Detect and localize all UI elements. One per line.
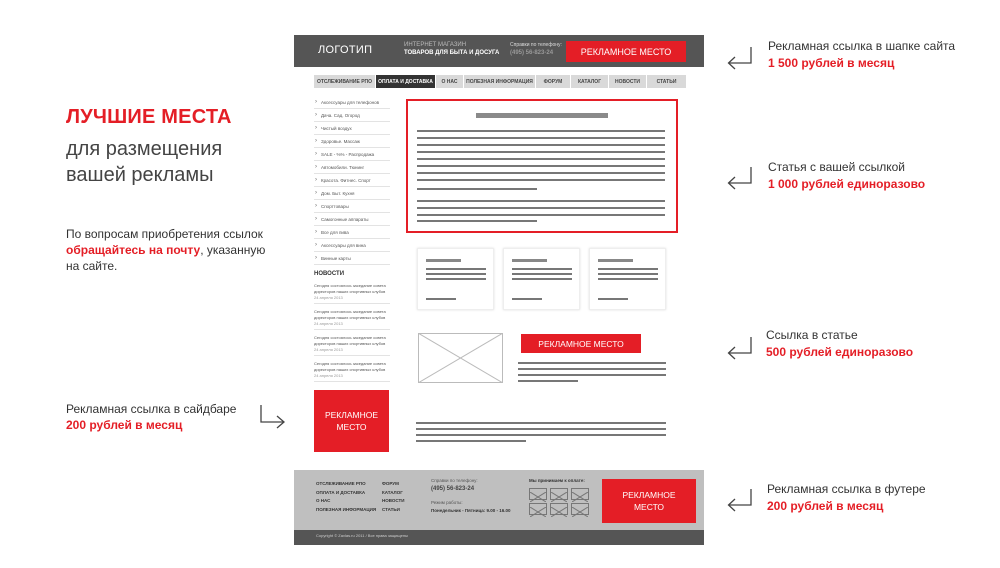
card-title-placeholder xyxy=(598,259,633,262)
footer-pay-label: Мы принимаем к оплате: xyxy=(529,478,585,483)
text-line xyxy=(417,137,665,139)
chevron-right-icon: › xyxy=(315,242,317,248)
image-placeholder-icon xyxy=(418,333,503,383)
text-line xyxy=(417,188,537,190)
nav-item[interactable]: СТАТЬИ xyxy=(656,78,677,85)
news-title: НОВОСТИ xyxy=(314,271,345,277)
arrow-right-icon xyxy=(259,404,287,430)
text-line xyxy=(417,158,665,160)
arrow-left-icon xyxy=(727,488,751,510)
annotation-header-label: Рекламная ссылка в шапке сайта xyxy=(768,39,956,53)
nav-item[interactable]: ПОЛЕЗНАЯ ИНФОРМАЦИЯ xyxy=(464,75,536,88)
category-label: Винные карты xyxy=(321,255,351,261)
category-item[interactable] xyxy=(314,96,390,109)
annotation-article xyxy=(768,160,925,191)
chevron-right-icon: › xyxy=(315,177,317,183)
text-line xyxy=(426,273,486,275)
footer-contacts xyxy=(431,478,511,513)
text-line xyxy=(417,165,665,167)
contact-info-text: По вопросам приобретения ссылок xyxy=(66,227,263,241)
text-line xyxy=(416,434,666,436)
payment-icon xyxy=(550,488,568,500)
nav-item[interactable]: КАТАЛОГ xyxy=(571,75,609,88)
text-line xyxy=(512,278,572,280)
footer-link[interactable]: СТАТЬИ xyxy=(382,506,400,512)
mockup-phone: (495) 56-823-24 xyxy=(510,50,554,56)
text-line xyxy=(417,207,665,209)
category-label: Спорттовары xyxy=(321,203,349,209)
news-text: Сегодня состоялось заседание совета директоров наших спортивных клубов xyxy=(314,309,386,320)
chevron-right-icon: › xyxy=(315,151,317,157)
annotation-link xyxy=(766,328,913,359)
mockup-shop-line-2: ТОВАРОВ ДЛЯ БЫТА И ДОСУГА xyxy=(404,50,500,56)
category-label: Все для пива xyxy=(321,229,349,235)
article-title-placeholder xyxy=(476,113,608,118)
text-line xyxy=(518,380,578,382)
news-date: 24 апреля 2013 xyxy=(314,295,343,300)
text-line xyxy=(512,273,572,275)
ad-slot-sidebar-line-1: РЕКЛАМНОЕ xyxy=(324,410,379,420)
category-label: SALE - %% - Распродажа xyxy=(321,151,375,157)
ad-slot-sidebar[interactable] xyxy=(314,390,389,452)
mockup-shop-line-1: ИНТЕРНЕТ МАГАЗИН xyxy=(404,42,467,48)
nav-item[interactable]: НОВОСТИ xyxy=(609,75,647,88)
annotation-article-label: Статья с вашей ссылкой xyxy=(768,160,905,174)
payment-icon xyxy=(529,488,547,500)
news-item[interactable] xyxy=(314,283,390,304)
contact-info xyxy=(66,226,266,274)
category-item[interactable] xyxy=(314,252,390,265)
footer-phone: (495) 56-823-24 xyxy=(431,486,475,492)
category-label: Автомобили. Тюнинг xyxy=(321,164,365,170)
category-item[interactable] xyxy=(314,200,390,213)
ad-slot-header[interactable]: РЕКЛАМНОЕ МЕСТО xyxy=(566,41,686,62)
news-text: Сегодня состоялось заседание совета директоров наших спортивных клубов xyxy=(314,361,386,372)
text-line xyxy=(518,374,666,376)
preview-card[interactable] xyxy=(503,248,580,310)
category-item[interactable] xyxy=(314,135,390,148)
nav-item[interactable]: ФОРУМ xyxy=(536,75,571,88)
news-item[interactable] xyxy=(314,335,390,356)
arrow-left-icon xyxy=(727,46,751,68)
text-line xyxy=(417,214,665,216)
nav-item[interactable]: О НАС xyxy=(436,75,464,88)
category-item[interactable] xyxy=(314,213,390,226)
category-label: Аксессуары для вина xyxy=(321,242,366,248)
annotation-article-price: 1 000 рублей единоразово xyxy=(768,177,926,191)
headline: ЛУЧШИЕ МЕСТА xyxy=(66,106,232,128)
footer-link[interactable]: ОПЛАТА И ДОСТАВКА xyxy=(316,489,366,495)
footer-phone-label: Справки по телефону: xyxy=(431,478,478,483)
category-item[interactable] xyxy=(314,174,390,187)
preview-card[interactable] xyxy=(417,248,494,310)
news-text: Сегодня состоялось заседание совета директоров наших спортивных клубов xyxy=(314,335,386,346)
footer-links-col-1 xyxy=(316,480,376,514)
payment-icon xyxy=(529,503,547,515)
news-date: 24 апреля 2013 xyxy=(314,321,343,326)
chevron-right-icon: › xyxy=(315,125,317,131)
category-label: Самогонные аппараты xyxy=(321,216,369,222)
annotation-footer xyxy=(767,482,926,513)
mockup-logo: ЛОГОТИП xyxy=(318,44,373,56)
footer-link[interactable]: О НАС xyxy=(316,498,331,503)
payment-icon xyxy=(550,503,568,515)
category-label: Здоровье. Массаж xyxy=(321,138,360,144)
subheadline-line-1: для размещения xyxy=(66,138,223,160)
chevron-right-icon: › xyxy=(315,164,317,170)
category-item[interactable] xyxy=(314,226,390,239)
footer-link[interactable]: НОВОСТИ xyxy=(382,498,405,503)
footer-hours-label: Режим работы: xyxy=(431,500,463,505)
arrow-left-icon xyxy=(727,336,751,358)
card-title-placeholder xyxy=(426,259,461,262)
ad-slot-in-article[interactable]: РЕКЛАМНОЕ МЕСТО xyxy=(521,334,641,353)
mockup-copyright: Copyright © Zavlas.ru 2011 / Все права защищены xyxy=(316,533,408,538)
category-item[interactable] xyxy=(314,122,390,135)
text-line xyxy=(518,368,666,370)
ad-slot-footer-line-2: МЕСТО xyxy=(633,502,664,512)
ad-slot-footer[interactable] xyxy=(602,479,696,523)
text-line xyxy=(518,362,666,364)
card-link-placeholder xyxy=(512,298,542,300)
text-line xyxy=(417,179,665,181)
category-label: Красота. Фитнес. Спорт xyxy=(321,177,371,183)
category-item[interactable] xyxy=(314,148,390,161)
text-line xyxy=(598,268,658,270)
chevron-right-icon: › xyxy=(315,216,317,222)
category-label: Аксессуары для телефонов xyxy=(321,99,379,105)
text-line xyxy=(598,273,658,275)
annotation-link-label: Ссылка в статье xyxy=(766,328,858,342)
text-line xyxy=(417,200,665,202)
category-item[interactable] xyxy=(314,187,390,200)
contact-info-text-end: , указанную на сайте. xyxy=(66,243,266,273)
category-label: Чистый воздух xyxy=(321,125,352,131)
chevron-right-icon: › xyxy=(315,112,317,118)
footer-links-col-2 xyxy=(382,480,405,514)
news-item[interactable] xyxy=(314,361,390,382)
annotation-sidebar-price: 200 рублей в месяц xyxy=(66,418,183,432)
annotation-footer-price: 200 рублей в месяц xyxy=(767,499,884,513)
payment-icon xyxy=(571,488,589,500)
footer-link[interactable]: ПОЛЕЗНАЯ ИНФОРМАЦИЯ xyxy=(316,506,377,512)
category-label: Дача. Сад. Огород xyxy=(321,112,360,118)
chevron-right-icon: › xyxy=(315,203,317,209)
annotation-header-price: 1 500 рублей в месяц xyxy=(768,56,895,70)
arrow-left-icon xyxy=(727,166,751,188)
text-line xyxy=(417,220,537,222)
card-link-placeholder xyxy=(426,298,456,300)
preview-card[interactable] xyxy=(589,248,666,310)
footer-link[interactable]: ФОРУМ xyxy=(382,481,399,486)
nav-item[interactable]: ОТСЛЕЖИВАНИЕ РПО xyxy=(314,75,376,88)
annotation-footer-label: Рекламная ссылка в футере xyxy=(767,482,926,496)
news-item[interactable] xyxy=(314,309,390,330)
chevron-right-icon: › xyxy=(315,99,317,105)
card-title-placeholder xyxy=(512,259,547,262)
text-line xyxy=(426,278,486,280)
category-item[interactable] xyxy=(314,109,390,122)
subheadline xyxy=(66,136,222,188)
annotation-header xyxy=(768,39,955,70)
text-line xyxy=(598,278,658,280)
text-line xyxy=(417,172,665,174)
news-text: Сегодня состоялось заседание совета директоров наших спортивных клубов xyxy=(314,283,386,294)
ad-slot-footer-line-1: РЕКЛАМНОЕ xyxy=(622,490,676,500)
text-line xyxy=(417,144,665,146)
news-date: 24 апреля 2013 xyxy=(314,347,343,352)
text-line xyxy=(416,440,526,442)
mockup-phone-label: Справки по телефону: xyxy=(510,42,562,48)
text-line xyxy=(416,428,666,430)
text-line xyxy=(426,268,486,270)
card-link-placeholder xyxy=(598,298,628,300)
contact-email-link[interactable]: обращайтесь на почту xyxy=(66,243,201,257)
category-item[interactable] xyxy=(314,239,390,252)
category-label: Дом. Быт. Кухня xyxy=(321,190,355,196)
chevron-right-icon: › xyxy=(315,255,317,261)
footer-link[interactable]: КАТАЛОГ xyxy=(382,489,403,495)
annotation-link-price: 500 рублей единоразово xyxy=(766,345,914,359)
text-line xyxy=(417,130,665,132)
footer-hours: Понедельник - Пятница: 9.00 - 16.00 xyxy=(431,508,511,513)
text-line xyxy=(512,268,572,270)
chevron-right-icon: › xyxy=(315,229,317,235)
annotation-sidebar-label: Рекламная ссылка в сайдбаре xyxy=(66,402,237,416)
nav-item-active[interactable]: ОПЛАТА И ДОСТАВКА xyxy=(376,75,436,88)
text-line xyxy=(416,422,666,424)
mockup-sidebar-categories xyxy=(314,96,390,265)
mockup-nav xyxy=(314,75,686,88)
text-line xyxy=(417,151,665,153)
footer-link[interactable]: ОТСЛЕЖИВАНИЕ РПО xyxy=(316,481,366,486)
category-item[interactable] xyxy=(314,161,390,174)
news-date: 24 апреля 2013 xyxy=(314,373,343,378)
subheadline-line-2: вашей рекламы xyxy=(66,164,214,186)
payment-icon xyxy=(571,503,589,515)
chevron-right-icon: › xyxy=(315,190,317,196)
ad-slot-sidebar-line-2: МЕСТО xyxy=(336,422,367,432)
annotation-sidebar xyxy=(66,402,236,432)
chevron-right-icon: › xyxy=(315,138,317,144)
